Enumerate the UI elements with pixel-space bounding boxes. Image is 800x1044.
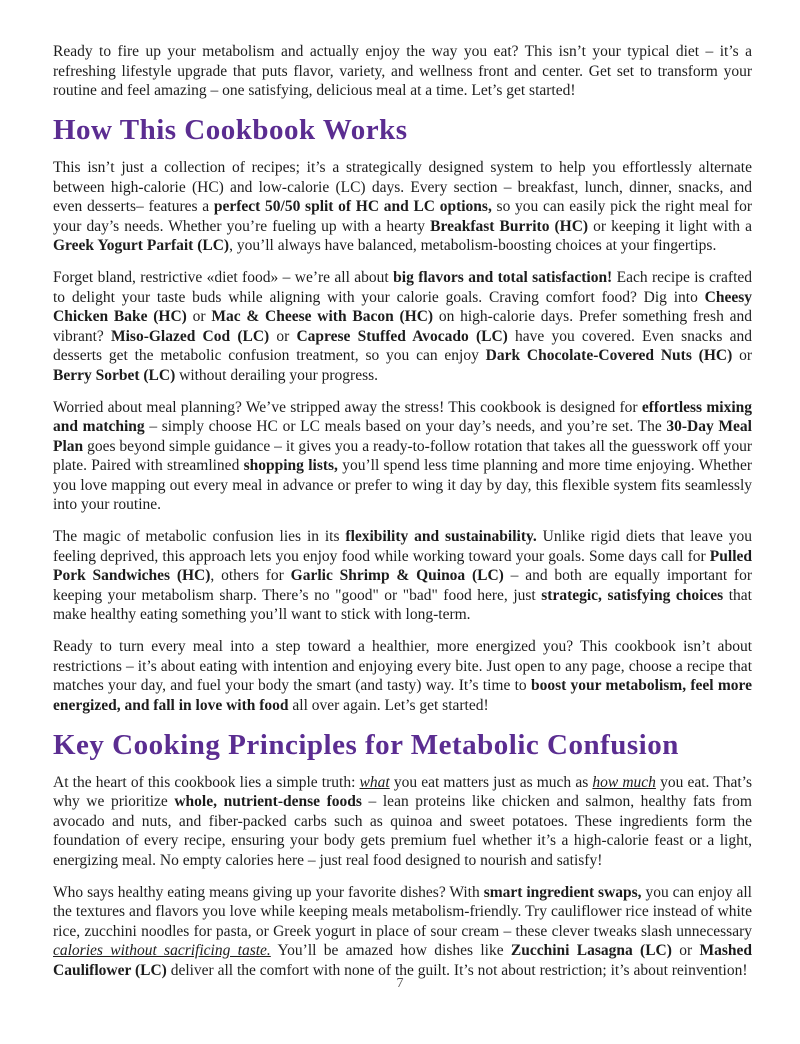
text-run: have you covered. Even snacks and desserts get the metabolic confusion treatment, so you can enjoy [53,327,752,364]
text-run: all over again. Let’s get started! [288,696,489,714]
bold-text: Garlic Shrimp & Quinoa (LC) [290,567,504,584]
bold-text: flexibility and sustainability. [345,528,537,545]
text-run: or [732,347,752,364]
bold-text: perfect 50/50 split of HC and LC options, [213,198,492,215]
text-run: The magic of metabolic confusion lies in its [53,528,346,545]
text-run: goes beyond simple guidance – it gives you a ready-to-follow rotation that takes all the guesswork off your plate. Paired with streamlined [53,437,752,474]
text-run: you eat. That’s why we prioritize [53,773,752,810]
paragraph-whole-foods [53,773,752,871]
text-run: so you can easily pick the right meal for your day’s needs. Whether you’re fueling up with a hearty [53,198,752,235]
emphasized-text: how much [592,773,656,791]
bold-text: Breakfast Burrito (HC) [430,217,589,235]
text-run: Each recipe is crafted to delight your taste buds while aligning with your calorie goals. Craving comfort food? Dig into [53,269,753,306]
paragraph-ingredient-swaps [53,883,752,981]
bold-text: Mac & Cheese with Bacon (HC) [211,308,434,325]
text-run: on high-calorie days. Prefer something fresh and vibrant? [53,308,752,345]
text-run: Ready to turn every meal into a step toward a healthier, more energized you? This cookbook isn’t about restrictions – it’s about eating with intention and enjoying every bite. Just open to any page, choose a recipe that matches your day, and fuel your body the smart (and tasty) way. It’s time to [53,638,752,694]
text-run: , others for [210,567,291,584]
bold-text: big flavors and total satisfaction! [393,269,613,286]
paragraph-ready-to-turn [53,637,752,715]
text-run: that make healthy eating something you’ll want to stick with long-term. [53,586,752,623]
bold-text: whole, nutrient-dense foods [174,793,362,810]
section-heading-how-this-cookbook-works: How This Cookbook Works [53,114,408,146]
text-run: or [186,308,212,325]
bold-text: Dark Chocolate-Covered Nuts (HC) [485,347,733,364]
bold-text: shopping lists, [243,457,338,474]
text-run: Unlike rigid diets that leave you feeling deprived, this approach lets you enjoy food while working toward your goals. Some days call for [53,528,752,565]
text-run: This isn’t just a collection of recipes; it’s a strategically designed system to help you effortlessly alternate between high-calorie (HC) and low-calorie (LC) days. Every section – breakfast, lunch, dinner, snacks, and even desserts– features a [53,159,752,215]
text-run: or [671,942,700,959]
text-run: , you’ll always have balanced, metabolism-boosting choices at your fingertips. [229,237,717,254]
text-run: You’ll be amazed how dishes like [270,942,511,959]
text-run: you eat matters just as much as [389,773,593,791]
text-run: Ready to fire up your metabolism and actually enjoy the way you eat? This isn’t your typical diet – it’s a refreshing lifestyle upgrade that puts flavor, variety, and wellness front and center. Get set to transform your routine and feel amazing – one satisfying, delicious meal at a time. Let’s get started! [53,43,752,99]
text-run: or keeping it light with a [588,217,752,235]
text-run: or [269,327,297,345]
text-run: you can enjoy all the textures and flavors you love while keeping meals metabolism-friendly. Try cauliflower rice instead of white rice, zucchini noodles for pasta, or Greek yogurt in place of sour cream – these clever tweaks slash unnecessary [53,883,752,940]
paragraph-meal-planning [53,398,752,515]
text-run: – and both are equally important for keeping your metabolism sharp. There’s no "good" or "bad" food here, just [53,567,752,604]
text-run: – simply choose HC or LC meals based on your day’s needs, and you’re set. The [144,418,667,435]
intro-paragraph [53,42,752,101]
bold-text: Berry Sorbet (LC) [53,366,176,384]
bold-text: 30-Day Meal Plan [53,418,752,455]
paragraph-5050-split [53,158,752,256]
bold-text: Caprese Stuffed Avocado (LC) [296,327,508,345]
text-run: Who says healthy eating means giving up your favorite dishes? With [53,883,484,901]
bold-text: boost your metabolism, feel more energized, and fall in love with food [53,677,752,714]
paragraph-flexibility [53,527,752,625]
text-run: deliver all the comfort with none of the guilt. It’s not about restriction; it’s about reinvention! [166,961,748,979]
bold-text: smart ingredient swaps, [483,883,642,901]
bold-text: strategic, satisfying choices [541,586,724,604]
bold-text: Greek Yogurt Parfait (LC) [53,237,230,254]
section-heading-key-cooking-principles: Key Cooking Principles for Metabolic Confusion [53,728,679,761]
emphasized-text: calories without sacrificing taste. [53,942,271,959]
bold-text: Mashed Cauliflower (LC) [53,942,752,979]
bold-text: Miso-Glazed Cod (LC) [110,327,270,345]
bold-text: Zucchini Lasagna (LC) [510,942,672,959]
text-run: without derailing your progress. [175,366,379,384]
bold-text: Cheesy Chicken Bake (HC) [53,288,752,325]
bold-text: Pulled Pork Sandwiches (HC) [53,547,752,584]
bold-text: effortless mixing and matching [53,398,753,435]
text-run: – lean proteins like chicken and salmon, healthy fats from avocado and nuts, and fiber-packed carbs such as quinoa and sweet potatoes. These ingredients form the foundation of every recipe, ensuring your body gets premium fuel whether it’s a high-calorie feast or a light, energizing meal. No empty calories here – just real food designed to nourish and satisfy! [53,793,752,869]
emphasized-text: what [359,773,390,791]
paragraph-big-flavors [53,268,752,385]
page-number: 7 [396,976,404,991]
text-run: Worried about meal planning? We’ve stripped away the stress! This cookbook is designed for [53,398,642,416]
text-run: At the heart of this cookbook lies a simple truth: [53,773,360,791]
text-run: you’ll spend less time planning and more time enjoying. Whether you love mapping out every meal in advance or prefer to wing it day by day, this flexible system fits seamlessly into your routine. [53,457,752,513]
text-run: Forget bland, restrictive «diet food» – we’re all about [53,269,394,286]
